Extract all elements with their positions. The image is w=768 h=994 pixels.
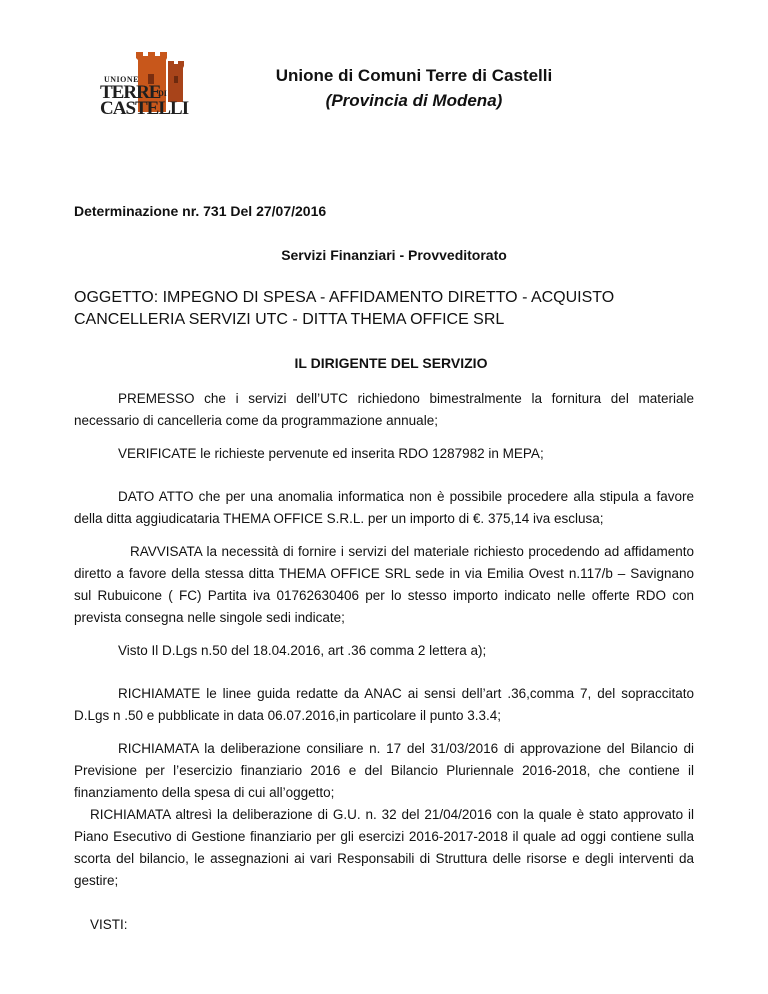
- subject-line: OGGETTO: IMPEGNO DI SPESA - AFFIDAMENTO DIRETTO - ACQUISTO CANCELLERIA SERVIZI UTC - DITTA THEMA OFFICE SRL: [74, 289, 615, 328]
- paragraph-richiamate: RICHIAMATE le linee guida redatte da ANAC ai sensi dell’art .36,comma 7, del sopraccitato D.Lgs n .50 e pubblicate in data 06.07.2016,in particolare il punto 3.3.4;: [74, 686, 694, 723]
- paragraph-richiamata-peg: RICHIAMATA altresì la deliberazione di G.U. n. 32 del 21/04/2016 con la quale è stato approvato il Piano Esecutivo di Gestione finanziario per gli esercizi 2016-2017-2018 il quale ad oggi contiene sulla scorta del bilancio, le assegnazioni ai vari Responsabili di Struttura delle risorse e degli interventi da gestire;: [74, 807, 694, 888]
- logo-di-text: DI: [158, 89, 167, 98]
- paragraph-verificate: VERIFICATE le richieste pervenute ed inserita RDO 1287982 in MEPA;: [118, 446, 544, 461]
- paragraph-dato-atto: DATO ATTO che per una anomalia informatica non è possibile procedere alla stipula a favore della ditta aggiudicataria THEMA OFFICE S.R.L. per un importo di €. 375,14 iva esclusa;: [74, 489, 694, 526]
- paragraph-richiamata-bilancio: RICHIAMATA la deliberazione consiliare n. 17 del 31/03/2016 di approvazione del Bilancio di Previsione per l’esercizio finanziario 2016 e del Bilancio Pluriennale 2016-2018, che contiene il finanziamento della spesa di cui all’oggetto;: [74, 741, 694, 800]
- office-name: Servizi Finanziari - Provveditorato: [281, 247, 507, 263]
- paragraph-visto: Visto Il D.Lgs n.50 del 18.04.2016, art .36 comma 2 lettera a);: [118, 643, 487, 658]
- header-title: Unione di Comuni Terre di Castelli: [275, 66, 553, 85]
- paragraph-premesso: PREMESSO che i servizi dell’UTC richiedono bimestralmente la fornitura del materiale necessario di cancelleria come da programmazione annuale;: [74, 391, 694, 428]
- logo-terre-text: TERRE: [100, 82, 161, 103]
- section-heading: IL DIRIGENTE DEL SERVIZIO: [294, 355, 488, 371]
- logo-castelli-text: CASTELLI: [100, 98, 189, 119]
- determination-number: Determinazione nr. 731 Del 27/07/2016: [74, 203, 327, 219]
- paragraph-visti: VISTI:: [90, 917, 128, 932]
- paragraph-ravvisata: RAVVISATA la necessità di fornire i servizi del materiale richiesto procedendo ad affidamento diretto a favore della stessa ditta THEMA OFFICE SRL sede in via Emilia Ovest n.117/b – Savignano sul Rubuicone ( FC) Partita iva 01762630406 per lo stesso importo indicato nelle offerte RDO con prevista consegna nelle singole sedi indicate;: [74, 544, 694, 625]
- logo-unione-text: UNIONE: [104, 75, 140, 84]
- header-subtitle: (Provincia di Modena): [325, 91, 503, 110]
